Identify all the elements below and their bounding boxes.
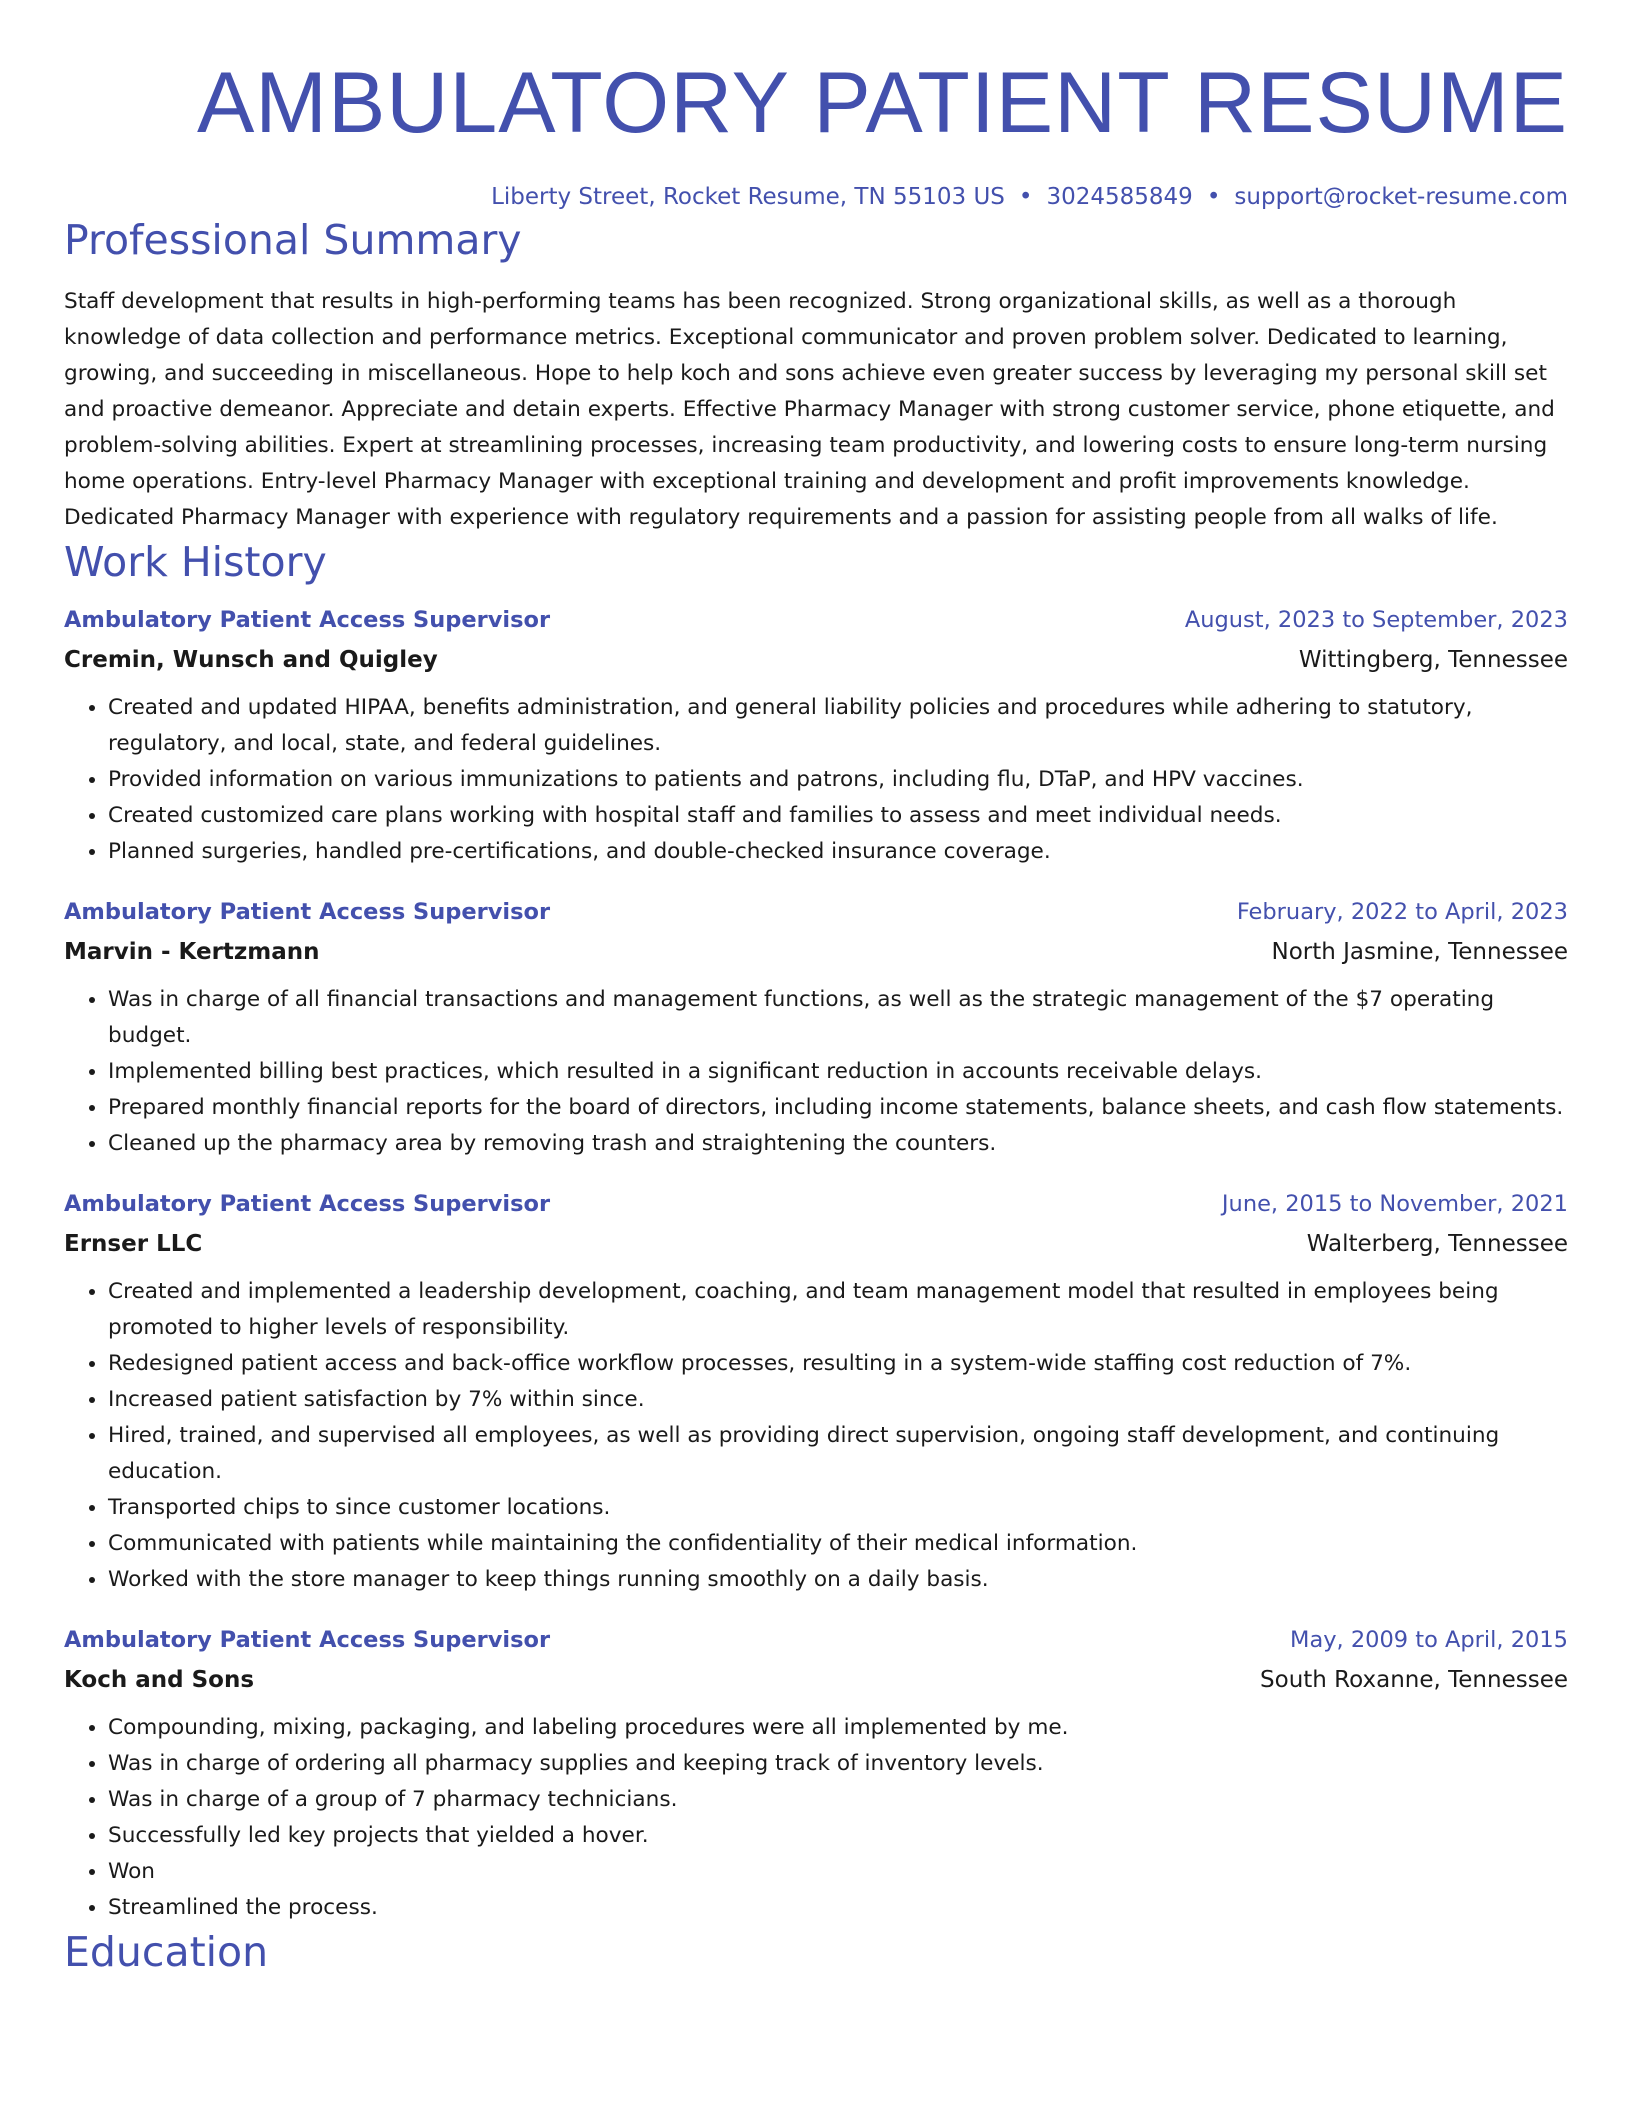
job-bullet: • Transported chips to since customer locations. <box>108 1490 1568 1526</box>
job-title: Ambulatory Patient Access Supervisor <box>64 899 551 925</box>
job-location: Wittingberg, Tennessee <box>1298 647 1568 673</box>
work-history-heading: Work History <box>64 538 327 586</box>
job-title: Ambulatory Patient Access Supervisor <box>64 1627 551 1653</box>
job-bullet: • Communicated with patients while maintaining the confidentiality of their medical information. <box>108 1526 1568 1562</box>
job-bullet: • Was in charge of ordering all pharmacy supplies and keeping track of inventory levels. <box>108 1746 1568 1782</box>
job-location: South Roxanne, Tennessee <box>1260 1667 1568 1693</box>
contact-address: Liberty Street, Rocket Resume, TN 55103 US <box>491 184 1005 210</box>
job-bullet-list <box>64 690 1568 870</box>
job-bullet: • Prepared monthly financial reports for the board of directors, including income statements, balance sheets, and cash flow statements. <box>108 1090 1568 1126</box>
job-bullet: • Provided information on various immunizations to patients and patrons, including flu, DTaP, and HPV vaccines. <box>108 762 1568 798</box>
job-bullet-list <box>64 982 1568 1162</box>
job-bullet: • Successfully led key projects that yielded a hover. <box>108 1818 1568 1854</box>
job-bullet: • Increased patient satisfaction by 7% within since. <box>108 1382 1568 1418</box>
job-company: Ernser LLC <box>64 1231 203 1257</box>
job-company-row <box>64 640 1568 680</box>
job-company: Marvin - Kertzmann <box>64 939 320 965</box>
job-company: Koch and Sons <box>64 1667 255 1693</box>
job-bullet: • Hired, trained, and supervised all employees, as well as providing direct supervision, ongoing staff development, and continuing education. <box>108 1418 1568 1490</box>
summary-text: Staff development that results in high-performing teams has been recognized. Strong organizational skills, as well as a thorough knowledge of data collection and performance metrics. Exceptional communicator and proven problem solver. Dedicated to learning, growing, and succeeding in miscellaneous. Hope to help koch and sons achieve even greater success by leveraging my personal skill set and proactive demeanor. Appreciate and detain experts. Effective Pharmacy Manager with strong customer service, phone etiquette, and problem-solving abilities. Expert at streamlining processes, increasing team productivity, and lowering costs to ensure long-term nursing home operations. Entry-level Pharmacy Manager with exceptional training and development and profit improvements knowledge. Dedicated Pharmacy Manager with experience with regulatory requirements and a passion for assisting people from all walks of life. <box>64 289 1555 530</box>
summary-heading: Professional Summary <box>64 216 522 264</box>
job-bullet: • Cleaned up the pharmacy area by removing trash and straightening the counters. <box>108 1126 1568 1162</box>
job-company-row <box>64 1660 1568 1700</box>
job-bullet: • Created and updated HIPAA, benefits administration, and general liability policies and procedures while adhering to statutory, regulatory, and local, state, and federal guidelines. <box>108 690 1568 762</box>
job-bullet: • Streamlined the process. <box>108 1890 1568 1926</box>
job-location: North Jasmine, Tennessee <box>1271 939 1568 965</box>
contact-line <box>64 180 1568 214</box>
resume-name: AMBULATORY PATIENT RESUME <box>196 55 1568 151</box>
job-bullet: • Implemented billing best practices, which resulted in a significant reduction in accounts receivable delays. <box>108 1054 1568 1090</box>
job-bullet-list <box>64 1274 1568 1598</box>
job-company: Cremin, Wunsch and Quigley <box>64 647 438 673</box>
contact-separator: • <box>1018 184 1033 210</box>
contact-email: support@rocket-resume.com <box>1234 184 1568 210</box>
job-bullet: • Created customized care plans working with hospital staff and families to assess and meet individual needs. <box>108 798 1568 834</box>
job-title: Ambulatory Patient Access Supervisor <box>64 1191 551 1217</box>
job-bullet: • Planned surgeries, handled pre-certifications, and double-checked insurance coverage. <box>108 834 1568 870</box>
job-company-row <box>64 1224 1568 1264</box>
resume-header <box>64 0 1568 214</box>
job-bullet: • Was in charge of all financial transactions and management functions, as well as the strategic management of the $7 operating budget. <box>108 982 1568 1054</box>
contact-separator: • <box>1206 184 1221 210</box>
job-bullet: • Redesigned patient access and back-office workflow processes, resulting in a system-wide staffing cost reduction of 7%. <box>108 1346 1568 1382</box>
job-header-row <box>64 1620 1568 1660</box>
job-bullet: • Compounding, mixing, packaging, and labeling procedures were all implemented by me. <box>108 1710 1568 1746</box>
job-header-row <box>64 600 1568 640</box>
job-header-row <box>64 1184 1568 1224</box>
job-entry <box>64 1620 1568 1926</box>
job-dates: August, 2023 to September, 2023 <box>1184 607 1568 633</box>
job-bullet: • Won <box>108 1854 1568 1890</box>
job-bullet: • Worked with the store manager to keep things running smoothly on a daily basis. <box>108 1562 1568 1598</box>
job-bullet-list <box>64 1710 1568 1926</box>
job-entry <box>64 600 1568 870</box>
work-history-list <box>64 600 1568 1926</box>
job-dates: May, 2009 to April, 2015 <box>1290 1627 1568 1653</box>
contact-phone: 3024585849 <box>1046 184 1193 210</box>
job-location: Walterberg, Tennessee <box>1306 1231 1568 1257</box>
education-heading: Education <box>64 1928 269 1976</box>
job-title: Ambulatory Patient Access Supervisor <box>64 607 551 633</box>
job-company-row <box>64 932 1568 972</box>
job-entry <box>64 892 1568 1162</box>
job-bullet: • Was in charge of a group of 7 pharmacy technicians. <box>108 1782 1568 1818</box>
job-dates: June, 2015 to November, 2021 <box>1221 1191 1568 1217</box>
job-dates: February, 2022 to April, 2023 <box>1236 899 1568 925</box>
job-header-row <box>64 892 1568 932</box>
job-bullet: • Created and implemented a leadership development, coaching, and team management model that resulted in employees being promoted to higher levels of responsibility. <box>108 1274 1568 1346</box>
job-entry <box>64 1184 1568 1598</box>
